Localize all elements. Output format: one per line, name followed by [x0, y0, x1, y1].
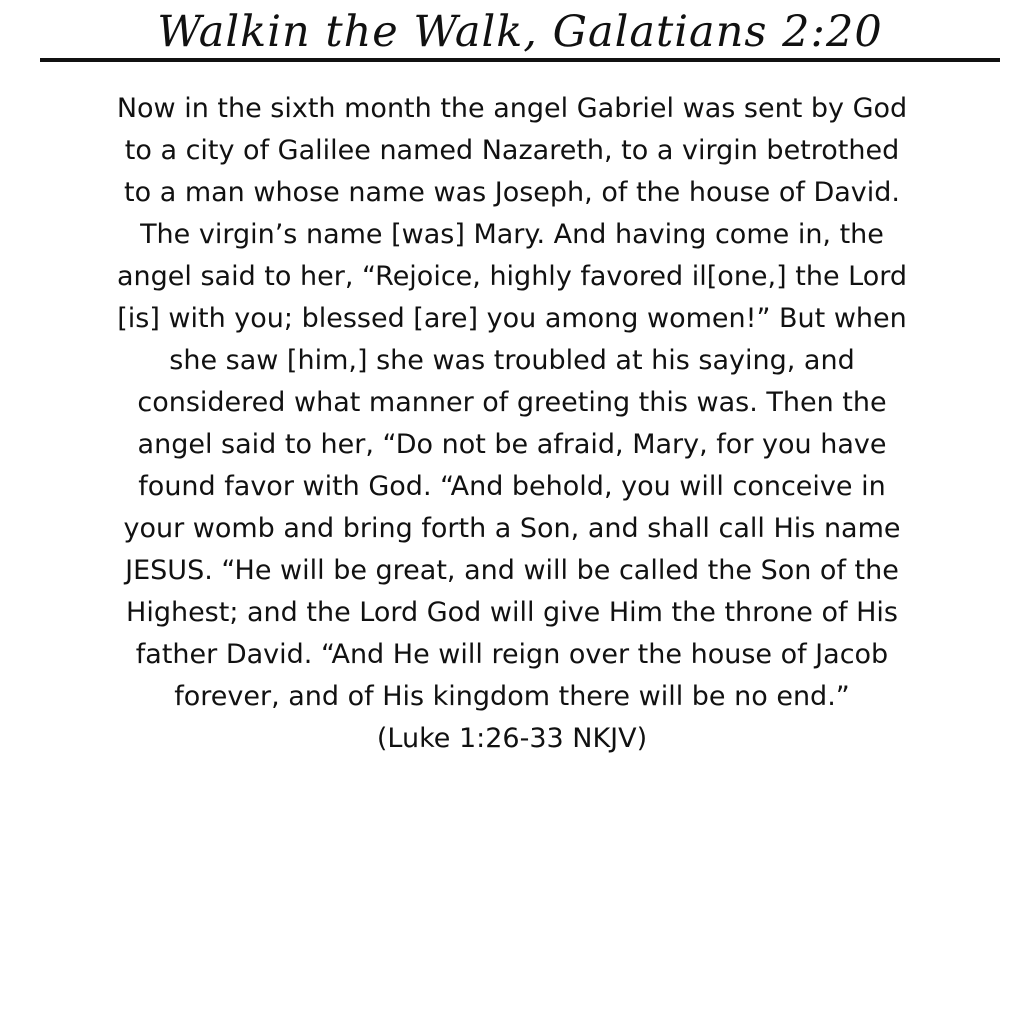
passage-line: JESUS. “He will be great, and will be called the Son of the — [125, 555, 899, 586]
passage-line: found favor with God. “And behold, you will conceive in — [138, 471, 886, 502]
passage-line: [is] with you; blessed [are] you among women!” But when — [117, 303, 907, 334]
scripture-passage — [60, 88, 964, 760]
passage-line: forever, and of His kingdom there will be no end.” — [174, 681, 850, 712]
passage-line: angel said to her, “Do not be afraid, Mary, for you have — [137, 429, 887, 460]
passage-line: to a man whose name was Joseph, of the house of David. — [124, 177, 900, 208]
passage-line: to a city of Galilee named Nazareth, to a virgin betrothed — [124, 135, 900, 166]
header — [40, 0, 1000, 66]
passage-line: Now in the sixth month the angel Gabriel was sent by God — [116, 93, 908, 124]
passage-line: Highest; and the Lord God will give Him the throne of His — [126, 597, 898, 628]
passage-line: The virgin’s name [was] Mary. And having come in, the — [140, 219, 884, 250]
passage-line: your womb and bring forth a Son, and shall call His name — [123, 513, 901, 544]
scripture-reference: (Luke 1:26-33 NKJV) — [376, 723, 648, 754]
passage-line: considered what manner of greeting this was. Then the — [137, 387, 887, 418]
passage-line: angel said to her, “Rejoice, highly favored il[one,] the Lord — [116, 261, 907, 292]
passage-line: father David. “And He will reign over the house of Jacob — [135, 639, 889, 670]
passage-line: she saw [him,] she was troubled at his saying, and — [169, 345, 855, 376]
page-title: Walkin the Walk, Galatians 2:20 — [157, 7, 883, 57]
title-underline — [40, 58, 1000, 62]
